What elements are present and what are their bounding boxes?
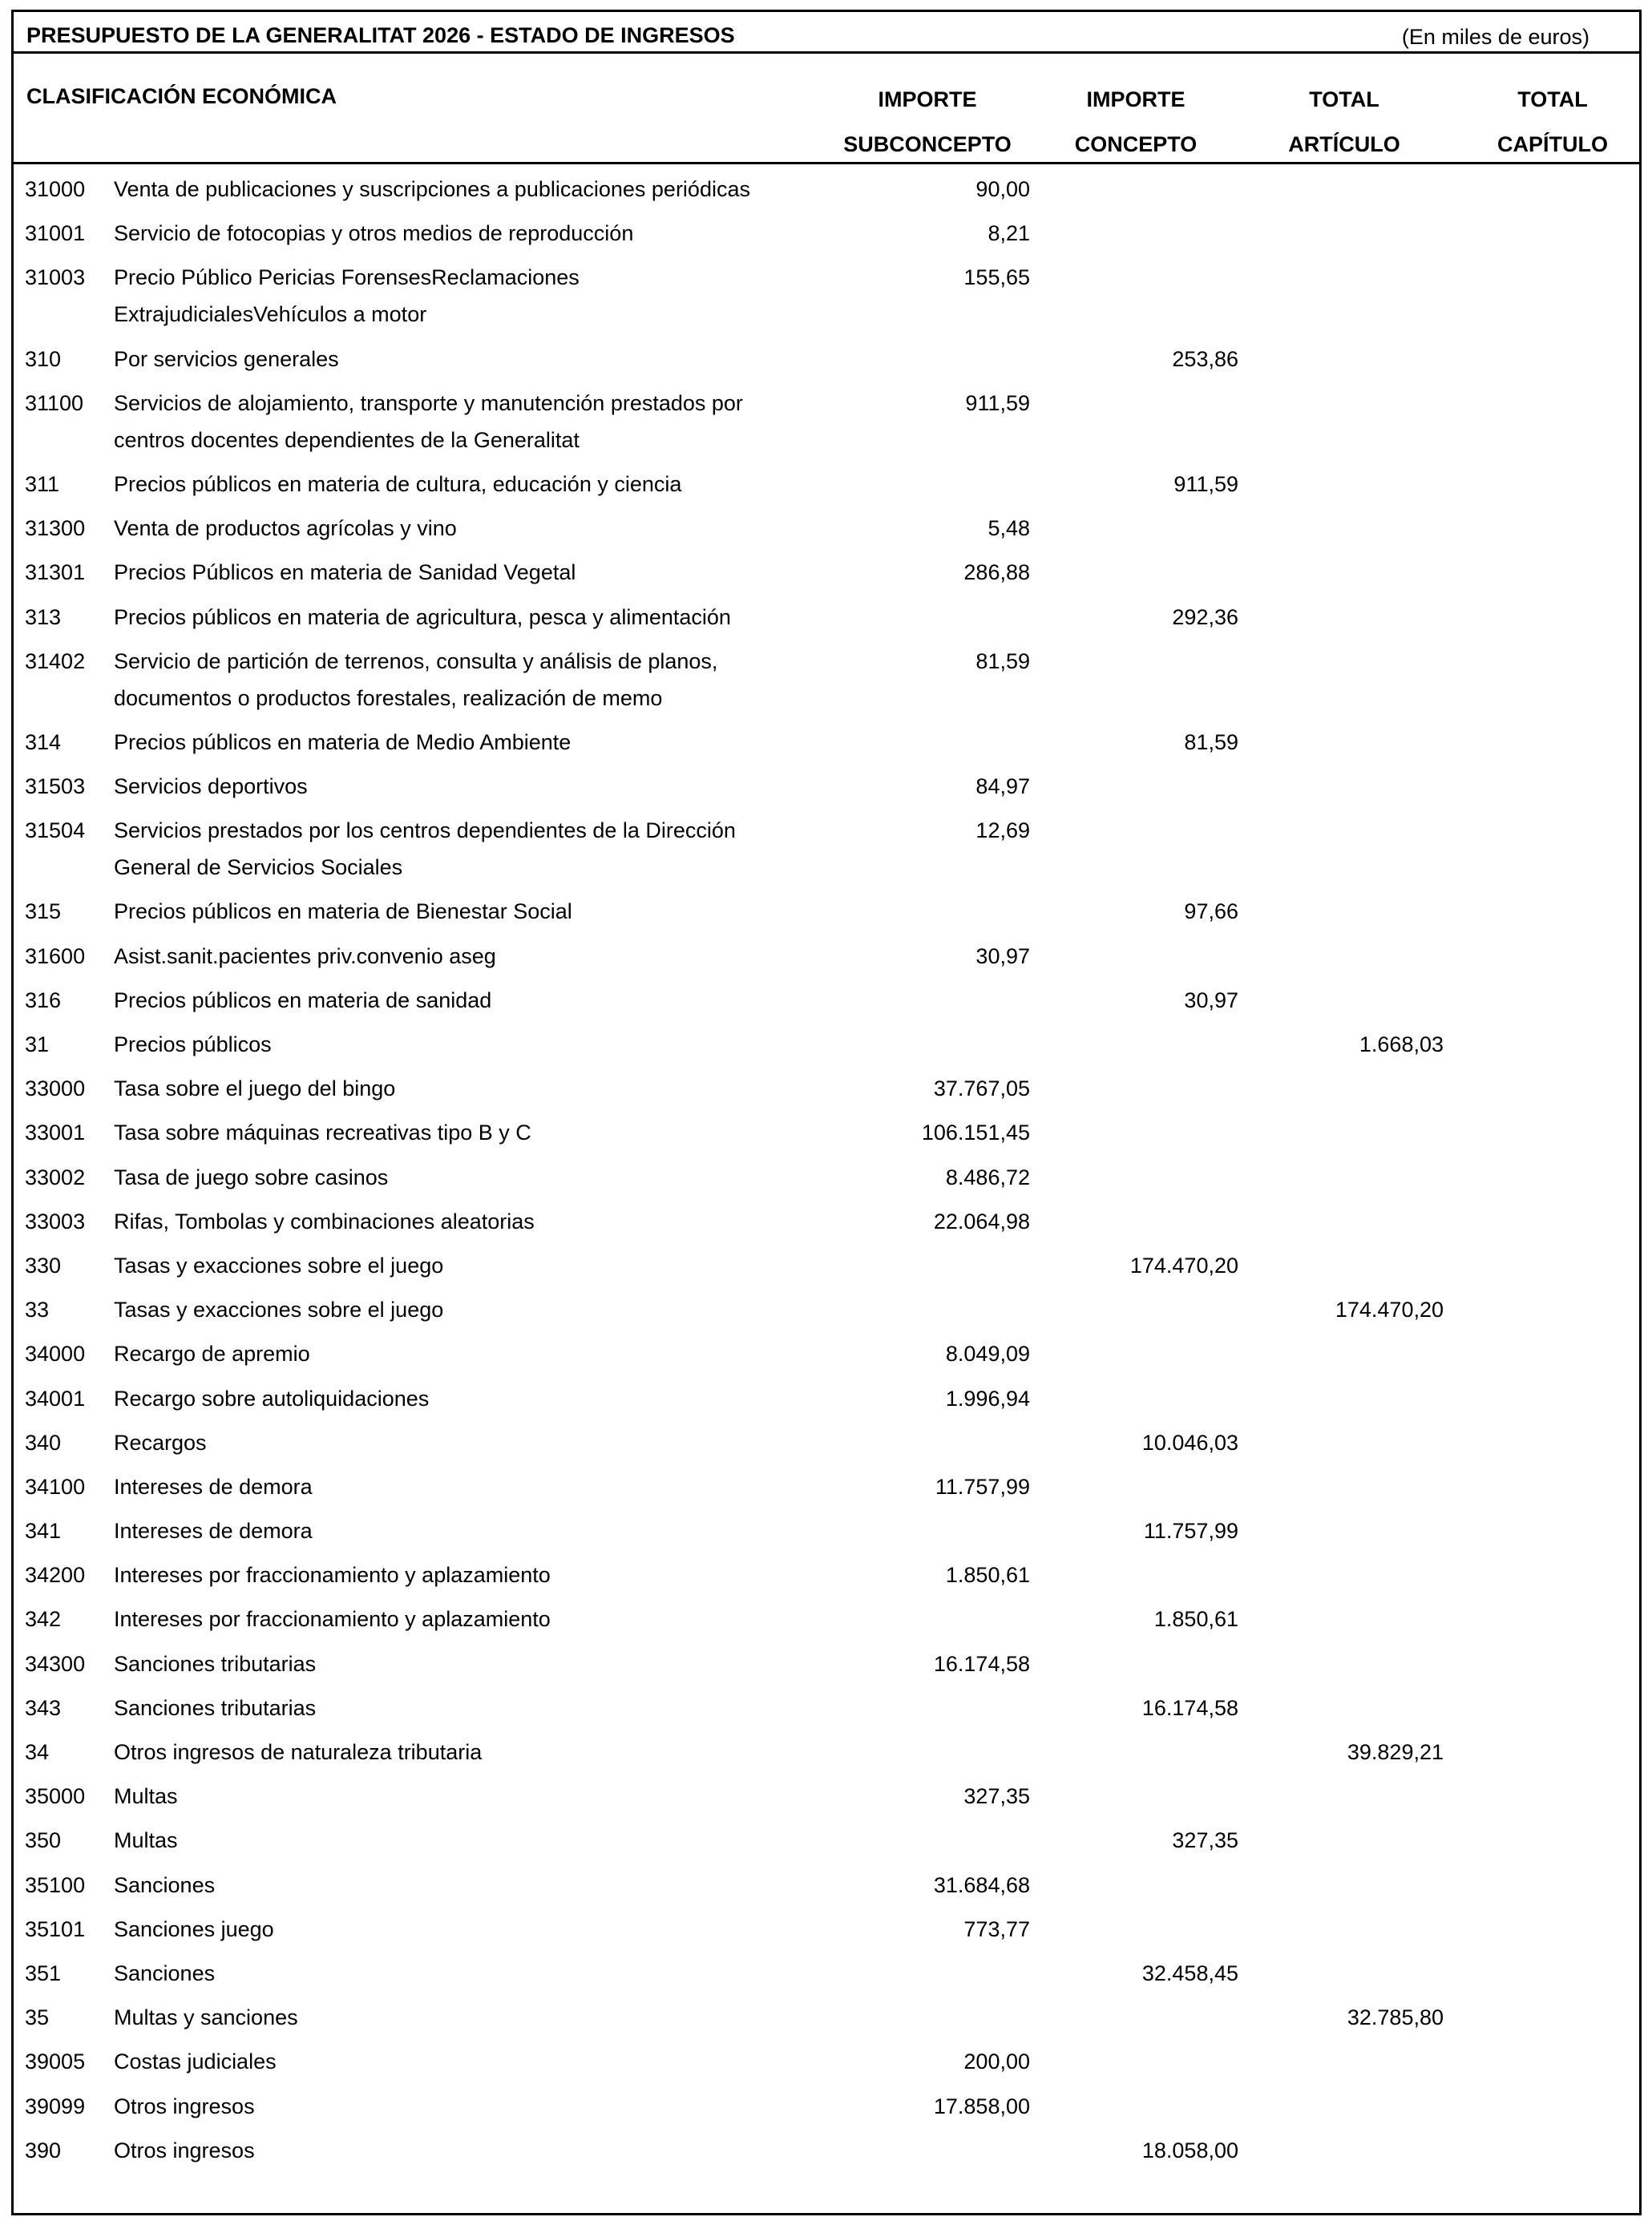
row-importe-subconcepto: 1.996,94 (945, 1386, 1030, 1411)
header-cap-line1: TOTAL (1517, 87, 1588, 111)
row-description: Venta de publicaciones y suscripciones a publicaciones periódicas (114, 177, 750, 201)
row-code: 342 (25, 1607, 62, 1632)
table-row (14, 1020, 1639, 1064)
row-importe-concepto: 18.058,00 (1141, 2138, 1238, 2162)
header-sub-line1: IMPORTE (878, 87, 977, 111)
table-row (14, 1639, 1639, 1683)
table-row (14, 1506, 1639, 1550)
row-importe-subconcepto: 30,97 (975, 943, 1030, 968)
row-description: Precios públicos (114, 1032, 272, 1056)
row-importe-subconcepto: 106.151,45 (921, 1121, 1030, 1145)
row-description: Otros ingresos (114, 2138, 255, 2162)
row-code: 330 (25, 1253, 62, 1278)
row-description: Servicio de partición de terrenos, consulta y análisis de planos, documentos o productos forestales, realización de memo (114, 648, 718, 710)
table-row (14, 208, 1639, 252)
row-importe-concepto: 32.458,45 (1141, 1961, 1238, 1985)
row-importe-concepto: 81,59 (1184, 729, 1238, 754)
row-importe-concepto: 911,59 (1173, 471, 1238, 496)
row-importe-concepto: 11.757,99 (1143, 1519, 1238, 1544)
row-total-articulo: 39.829,21 (1347, 1740, 1444, 1764)
table-row (14, 1285, 1639, 1329)
row-importe-subconcepto: 37.767,05 (933, 1076, 1030, 1101)
table-row (14, 1993, 1639, 2037)
table-row (14, 1108, 1639, 1152)
row-total-articulo: 174.470,20 (1335, 1298, 1444, 1322)
row-importe-subconcepto: 155,65 (963, 265, 1030, 290)
row-description: Precios públicos en materia de sanidad (114, 987, 492, 1012)
table-header (14, 54, 1639, 164)
row-code: 35101 (25, 1916, 86, 1941)
row-importe-subconcepto: 12,69 (975, 818, 1030, 843)
table-row (14, 1904, 1639, 1948)
row-code: 351 (25, 1961, 62, 1985)
row-code: 31300 (25, 516, 86, 541)
table-row (14, 378, 1639, 459)
row-description: Costas judiciales (114, 2049, 277, 2074)
row-code: 314 (25, 729, 62, 754)
header-art-line2: ARTÍCULO (1288, 132, 1400, 156)
row-description: Sanciones tributarias (114, 1651, 317, 1676)
row-description: Intereses de demora (114, 1519, 313, 1544)
row-description: Tasa de juego sobre casinos (114, 1165, 389, 1189)
row-importe-subconcepto: 5,48 (988, 516, 1030, 541)
row-importe-subconcepto: 16.174,58 (933, 1651, 1030, 1676)
table-row (14, 252, 1639, 333)
row-importe-subconcepto: 773,77 (963, 1916, 1030, 1941)
row-code: 310 (25, 346, 62, 371)
row-description: Otros ingresos (114, 2094, 255, 2118)
table-row (14, 1329, 1639, 1373)
table-row (14, 1418, 1639, 1462)
row-code: 31503 (25, 774, 86, 799)
row-code: 33 (25, 1298, 50, 1322)
page-title: PRESUPUESTO DE LA GENERALITAT 2026 - ESTADO DE INGRESOS (26, 23, 735, 47)
row-description: Precios públicos en materia de Bienestar Social (114, 899, 572, 924)
row-importe-subconcepto: 286,88 (963, 560, 1030, 585)
row-description: Sanciones tributarias (114, 1695, 317, 1720)
table-row (14, 636, 1639, 717)
table-row (14, 1683, 1639, 1727)
row-code: 34100 (25, 1474, 86, 1499)
row-code: 34000 (25, 1342, 86, 1367)
table-row (14, 975, 1639, 1020)
table-row (14, 2126, 1639, 2170)
header-sub-line2: SUBCONCEPTO (843, 132, 1012, 156)
row-description: Sanciones juego (114, 1916, 274, 1941)
row-description: Tasas y exacciones sobre el juego (114, 1253, 444, 1278)
units-note: (En miles de euros) (1401, 25, 1589, 49)
row-importe-subconcepto: 8,21 (988, 221, 1030, 246)
table-row (14, 2037, 1639, 2081)
row-description: Intereses de demora (114, 1474, 313, 1499)
table-row (14, 1594, 1639, 1638)
row-importe-subconcepto: 11.757,99 (935, 1474, 1030, 1499)
table-row (14, 1197, 1639, 1241)
header-classification: CLASIFICACIÓN ECONÓMICA (26, 84, 337, 108)
row-code: 34300 (25, 1651, 86, 1676)
row-code: 343 (25, 1695, 62, 1720)
row-code: 31100 (25, 390, 84, 415)
header-art-line1: TOTAL (1309, 87, 1379, 111)
table-row (14, 334, 1639, 378)
row-importe-concepto: 16.174,58 (1141, 1695, 1238, 1720)
row-code: 315 (25, 899, 62, 924)
row-code: 34200 (25, 1563, 86, 1588)
row-code: 33000 (25, 1076, 86, 1101)
row-importe-subconcepto: 31.684,68 (933, 1872, 1030, 1897)
row-code: 340 (25, 1430, 62, 1455)
row-code: 31402 (25, 648, 86, 673)
row-code: 313 (25, 604, 62, 629)
row-code: 35000 (25, 1784, 86, 1809)
table-row (14, 886, 1639, 931)
row-importe-concepto: 10.046,03 (1141, 1430, 1238, 1455)
row-importe-subconcepto: 81,59 (975, 648, 1030, 673)
table-row (14, 1550, 1639, 1594)
table-row (14, 1860, 1639, 1904)
table-row (14, 592, 1639, 636)
row-importe-concepto: 97,66 (1184, 899, 1238, 924)
table-row (14, 459, 1639, 503)
row-description: Recargos (114, 1430, 207, 1455)
row-description: Precios públicos en materia de cultura, educación y ciencia (114, 471, 682, 496)
row-code: 35100 (25, 1872, 86, 1897)
row-code: 39099 (25, 2094, 86, 2118)
row-description: Multas (114, 1828, 178, 1853)
row-code: 34001 (25, 1386, 86, 1411)
row-importe-concepto: 327,35 (1172, 1828, 1238, 1853)
row-description: Servicio de fotocopias y otros medios de reproducción (114, 221, 634, 246)
row-description: Recargo sobre autoliquidaciones (114, 1386, 430, 1411)
row-description: Venta de productos agrícolas y vino (114, 516, 457, 541)
row-description: Tasas y exacciones sobre el juego (114, 1298, 444, 1322)
row-code: 31504 (25, 818, 86, 843)
table-row (14, 2082, 1639, 2126)
row-description: Multas y sanciones (114, 2005, 298, 2030)
table-row (14, 1771, 1639, 1815)
row-description: Precios públicos en materia de Medio Ambiente (114, 729, 572, 754)
row-code: 31000 (25, 177, 86, 201)
row-importe-concepto: 292,36 (1172, 604, 1238, 629)
table-row (14, 1948, 1639, 1993)
table-body (14, 164, 1639, 2170)
header-cap-line2: CAPÍTULO (1497, 132, 1608, 156)
table-row (14, 503, 1639, 547)
row-description: Multas (114, 1784, 178, 1809)
table-row (14, 806, 1639, 886)
row-code: 341 (25, 1519, 62, 1544)
row-description: Por servicios generales (114, 346, 339, 371)
header-con-line2: CONCEPTO (1074, 132, 1198, 156)
row-total-articulo: 1.668,03 (1359, 1032, 1444, 1056)
header-con-line1: IMPORTE (1086, 87, 1185, 111)
row-description: Precios públicos en materia de agricultura, pesca y alimentación (114, 604, 731, 629)
row-code: 34 (25, 1740, 50, 1764)
row-description: Servicios de alojamiento, transporte y manutención prestados por centros docentes dependientes de la Generalitat (114, 390, 743, 452)
title-row (14, 12, 1639, 54)
row-importe-subconcepto: 8.486,72 (945, 1165, 1030, 1189)
row-code: 33001 (25, 1121, 86, 1145)
table-row (14, 547, 1639, 592)
table-row (14, 717, 1639, 761)
row-code: 33003 (25, 1209, 86, 1234)
row-importe-concepto: 253,86 (1172, 346, 1238, 371)
table-row (14, 1815, 1639, 1860)
row-code: 31301 (25, 560, 86, 585)
table-row (14, 1374, 1639, 1418)
row-description: Intereses por fraccionamiento y aplazamiento (114, 1563, 551, 1588)
row-importe-subconcepto: 84,97 (975, 774, 1030, 799)
row-code: 39005 (25, 2049, 86, 2074)
row-code: 33002 (25, 1165, 86, 1189)
row-description: Servicios prestados por los centros dependientes de la Dirección General de Servicios Sociales (114, 818, 736, 880)
row-description: Sanciones (114, 1961, 216, 1985)
table-row (14, 1153, 1639, 1197)
row-description: Tasa sobre máquinas recreativas tipo B y C (114, 1121, 531, 1145)
row-importe-subconcepto: 1.850,61 (945, 1563, 1030, 1588)
row-description: Sanciones (114, 1872, 216, 1897)
table-row (14, 1064, 1639, 1108)
row-importe-subconcepto: 911,59 (965, 390, 1030, 415)
row-code: 31001 (25, 221, 86, 246)
table-row (14, 1241, 1639, 1285)
row-code: 311 (25, 471, 60, 496)
row-description: Precios Públicos en materia de Sanidad Vegetal (114, 560, 576, 585)
row-importe-concepto: 1.850,61 (1153, 1607, 1238, 1632)
row-importe-subconcepto: 22.064,98 (933, 1209, 1030, 1234)
row-code: 390 (25, 2138, 62, 2162)
row-importe-concepto: 174.470,20 (1129, 1253, 1238, 1278)
row-description: Rifas, Tombolas y combinaciones aleatorias (114, 1209, 535, 1234)
row-code: 316 (25, 987, 62, 1012)
row-description: Otros ingresos de naturaleza tributaria (114, 1740, 483, 1764)
table-row (14, 931, 1639, 975)
row-description: Tasa sobre el juego del bingo (114, 1076, 396, 1101)
row-description: Recargo de apremio (114, 1342, 310, 1367)
row-total-articulo: 32.785,80 (1347, 2005, 1444, 2030)
row-code: 31600 (25, 943, 86, 968)
row-code: 31003 (25, 265, 86, 290)
row-code: 350 (25, 1828, 62, 1853)
row-code: 31 (25, 1032, 50, 1056)
row-importe-subconcepto: 200,00 (963, 2049, 1030, 2074)
row-code: 35 (25, 2005, 50, 2030)
row-importe-subconcepto: 90,00 (975, 177, 1030, 201)
row-description: Servicios deportivos (114, 774, 308, 799)
row-description: Precio Público Pericias ForensesReclamaciones ExtrajudicialesVehículos a motor (114, 265, 580, 327)
table-row (14, 164, 1639, 208)
row-importe-subconcepto: 17.858,00 (933, 2094, 1030, 2118)
row-importe-subconcepto: 327,35 (963, 1784, 1030, 1809)
row-importe-subconcepto: 8.049,09 (945, 1342, 1030, 1367)
table-row (14, 1727, 1639, 1771)
row-description: Intereses por fraccionamiento y aplazamiento (114, 1607, 551, 1632)
table-row (14, 761, 1639, 806)
table-row (14, 1462, 1639, 1506)
budget-table-frame (11, 10, 1642, 2215)
row-importe-concepto: 30,97 (1184, 987, 1238, 1012)
row-description: Asist.sanit.pacientes priv.convenio aseg (114, 943, 496, 968)
